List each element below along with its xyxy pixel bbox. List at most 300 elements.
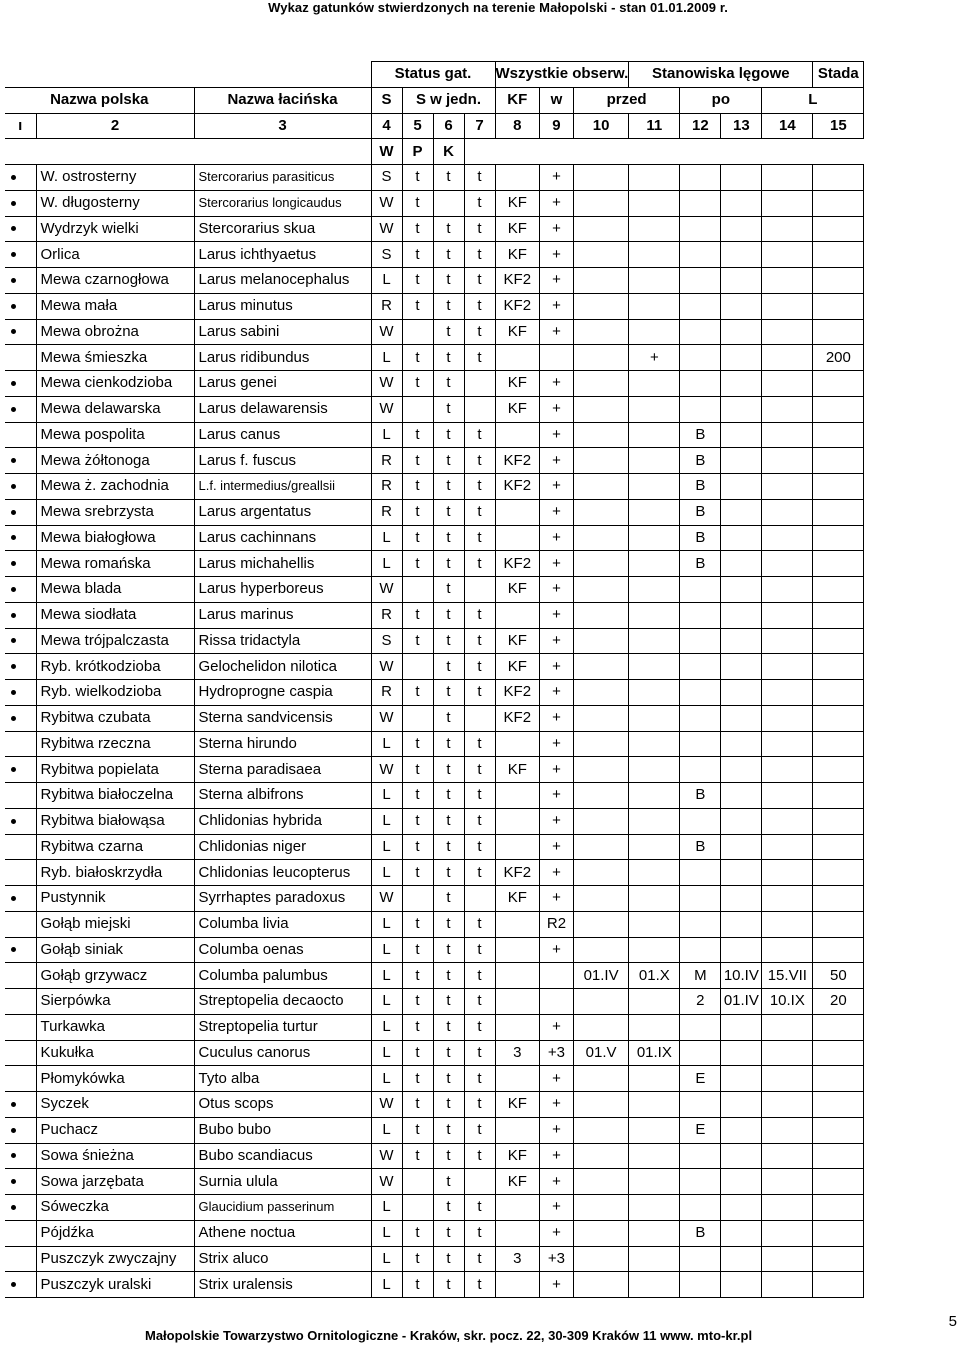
cell-c7: t	[464, 474, 495, 500]
row-bullet-cell	[5, 190, 36, 216]
cell-c6: t	[433, 731, 464, 757]
cell-c14	[762, 165, 813, 191]
cell-c10	[573, 525, 629, 551]
polish-name: Mewa delawarska	[36, 396, 194, 422]
cell-c11	[629, 1092, 680, 1118]
cell-c15	[813, 860, 864, 886]
cell-c4: L	[371, 1040, 402, 1066]
cell-c6: t	[433, 499, 464, 525]
cell-c8: KF2	[495, 474, 540, 500]
polish-name: Mewa blada	[36, 577, 194, 603]
cell-c13	[721, 1246, 762, 1272]
cell-c7: t	[464, 1246, 495, 1272]
cell-c12	[680, 1246, 721, 1272]
polish-name: Rybitwa rzeczna	[36, 731, 194, 757]
cell-c10	[573, 577, 629, 603]
bullet-icon	[11, 1128, 16, 1133]
row-bullet-cell	[5, 577, 36, 603]
cell-c13	[721, 293, 762, 319]
cell-c4: W	[371, 705, 402, 731]
col-number: 14	[762, 113, 813, 139]
cell-c15	[813, 886, 864, 912]
cell-c7: t	[464, 731, 495, 757]
table-row	[5, 705, 864, 731]
bullet-icon	[11, 1102, 16, 1107]
cell-c15	[813, 1272, 864, 1298]
cell-c10: 01.IV	[573, 963, 629, 989]
cell-c4: W	[371, 1143, 402, 1169]
cell-c13	[721, 731, 762, 757]
cell-c9: +	[540, 396, 574, 422]
cell-c6: t	[433, 293, 464, 319]
cell-c5	[402, 654, 433, 680]
cell-c6: t	[433, 525, 464, 551]
cell-c6: t	[433, 371, 464, 397]
latin-name: Sterna sandvicensis	[194, 705, 371, 731]
row-bullet-cell	[5, 1092, 36, 1118]
cell-c12	[680, 602, 721, 628]
cell-c12	[680, 190, 721, 216]
cell-c14	[762, 190, 813, 216]
cell-c14	[762, 654, 813, 680]
cell-c11	[629, 448, 680, 474]
cell-c5: t	[402, 834, 433, 860]
latin-name: Streptopelia decaocto	[194, 989, 371, 1015]
cell-c7: t	[464, 293, 495, 319]
polish-name: Mewa żółtonoga	[36, 448, 194, 474]
row-bullet-cell	[5, 1014, 36, 1040]
cell-c5: t	[402, 1040, 433, 1066]
cell-c14	[762, 783, 813, 809]
cell-c12: 2	[680, 989, 721, 1015]
cell-c11	[629, 731, 680, 757]
cell-c12: E	[680, 1117, 721, 1143]
cell-c5	[402, 577, 433, 603]
cell-c11	[629, 1169, 680, 1195]
cell-c8	[495, 602, 540, 628]
cell-c11	[629, 602, 680, 628]
cell-c13	[721, 190, 762, 216]
cell-c7: t	[464, 808, 495, 834]
cell-c11	[629, 989, 680, 1015]
cell-c9: +	[540, 190, 574, 216]
cell-c7: t	[464, 860, 495, 886]
cell-c9: +	[540, 757, 574, 783]
cell-c14	[762, 268, 813, 294]
polish-name: Puszczyk zwyczajny	[36, 1246, 194, 1272]
polish-name: Puchacz	[36, 1117, 194, 1143]
polish-name: Płomykówka	[36, 1066, 194, 1092]
cell-c15	[813, 1092, 864, 1118]
cell-c15	[813, 1143, 864, 1169]
latin-name: Larus sabini	[194, 319, 371, 345]
cell-c8: KF	[495, 242, 540, 268]
row-bullet-cell	[5, 1246, 36, 1272]
cell-c13	[721, 1272, 762, 1298]
cell-c4: L	[371, 1220, 402, 1246]
cell-c13	[721, 319, 762, 345]
cell-c8: KF	[495, 886, 540, 912]
cell-c10	[573, 1195, 629, 1221]
cell-c15: 20	[813, 989, 864, 1015]
cell-c5: t	[402, 731, 433, 757]
cell-c4: W	[371, 1092, 402, 1118]
cell-c12: B	[680, 474, 721, 500]
polish-name: Mewa mała	[36, 293, 194, 319]
cell-c13	[721, 602, 762, 628]
cell-c8	[495, 834, 540, 860]
cell-c9: +	[540, 1117, 574, 1143]
cell-c14	[762, 1272, 813, 1298]
cell-c5: t	[402, 989, 433, 1015]
cell-c14	[762, 422, 813, 448]
cell-c14	[762, 319, 813, 345]
table-row	[5, 499, 864, 525]
cell-c12	[680, 628, 721, 654]
page-footer: Małopolskie Towarzystwo Ornitologiczne - Kraków, skr. pocz. 22, 30-309 Kraków 11 www. mto-kr.pl	[145, 1328, 753, 1343]
cell-c13	[721, 551, 762, 577]
cell-c7: t	[464, 757, 495, 783]
table-row	[5, 1040, 864, 1066]
cell-c9: +	[540, 602, 574, 628]
latin-name: Larus argentatus	[194, 499, 371, 525]
row-bullet-cell	[5, 499, 36, 525]
row-bullet-cell	[5, 705, 36, 731]
cell-c7: t	[464, 1220, 495, 1246]
cell-c9: +	[540, 293, 574, 319]
cell-c6: t	[433, 319, 464, 345]
row-bullet-cell	[5, 1117, 36, 1143]
bullet-icon	[11, 175, 16, 180]
cell-c8	[495, 1220, 540, 1246]
cell-c9: +	[540, 242, 574, 268]
cell-c14	[762, 1246, 813, 1272]
row-bullet-cell	[5, 602, 36, 628]
row-bullet-cell	[5, 293, 36, 319]
header-s: S	[371, 87, 402, 113]
cell-c10	[573, 680, 629, 706]
col-number: 6	[433, 113, 464, 139]
cell-c4: L	[371, 345, 402, 371]
polish-name: Sowa śnieżna	[36, 1143, 194, 1169]
cell-c8: KF	[495, 396, 540, 422]
cell-c5: t	[402, 165, 433, 191]
row-bullet-cell	[5, 680, 36, 706]
cell-c4: R	[371, 293, 402, 319]
row-bullet-cell	[5, 268, 36, 294]
cell-c9: +	[540, 216, 574, 242]
cell-c9: +	[540, 705, 574, 731]
cell-c5: t	[402, 551, 433, 577]
bullet-icon	[11, 767, 16, 772]
cell-c10	[573, 551, 629, 577]
col-number: 4	[371, 113, 402, 139]
cell-c13	[721, 757, 762, 783]
cell-c15	[813, 1169, 864, 1195]
cell-c5: t	[402, 757, 433, 783]
table-row	[5, 216, 864, 242]
cell-c12	[680, 345, 721, 371]
table-row	[5, 963, 864, 989]
cell-c14	[762, 886, 813, 912]
cell-c9	[540, 345, 574, 371]
polish-name: W. ostrosterny	[36, 165, 194, 191]
table-row	[5, 602, 864, 628]
cell-c7	[464, 396, 495, 422]
cell-c10	[573, 165, 629, 191]
cell-c14	[762, 448, 813, 474]
cell-c4: R	[371, 448, 402, 474]
cell-c9: +	[540, 499, 574, 525]
cell-c11	[629, 680, 680, 706]
cell-c10	[573, 783, 629, 809]
cell-c14	[762, 860, 813, 886]
cell-c7	[464, 886, 495, 912]
cell-c10	[573, 371, 629, 397]
row-bullet-cell	[5, 834, 36, 860]
latin-name: Tyto alba	[194, 1066, 371, 1092]
cell-c13	[721, 371, 762, 397]
cell-c13	[721, 268, 762, 294]
cell-c4: R	[371, 680, 402, 706]
table-row	[5, 731, 864, 757]
cell-c5: t	[402, 474, 433, 500]
header-s-w-jedn: S w jedn.	[402, 87, 495, 113]
cell-c14	[762, 834, 813, 860]
cell-c15: 50	[813, 963, 864, 989]
cell-c11	[629, 474, 680, 500]
cell-c14	[762, 1220, 813, 1246]
cell-c9: +	[540, 1066, 574, 1092]
latin-name: L.f. intermedius/greallsii	[194, 474, 371, 500]
cell-c6: t	[433, 216, 464, 242]
cell-c9: +	[540, 371, 574, 397]
cell-c5: t	[402, 1092, 433, 1118]
header-kf: KF	[495, 87, 540, 113]
cell-c4: L	[371, 911, 402, 937]
latin-name: Hydroprogne caspia	[194, 680, 371, 706]
cell-c8: KF	[495, 319, 540, 345]
col-number: ı	[5, 113, 36, 139]
latin-name: Otus scops	[194, 1092, 371, 1118]
latin-name: Athene noctua	[194, 1220, 371, 1246]
cell-c6: t	[433, 654, 464, 680]
polish-name: Syczek	[36, 1092, 194, 1118]
latin-name: Strix uralensis	[194, 1272, 371, 1298]
cell-c10	[573, 422, 629, 448]
cell-c12: B	[680, 422, 721, 448]
table-row	[5, 911, 864, 937]
cell-c6: t	[433, 757, 464, 783]
table-row	[5, 319, 864, 345]
cell-c4: S	[371, 628, 402, 654]
cell-c12	[680, 911, 721, 937]
cell-c15	[813, 474, 864, 500]
cell-c10	[573, 499, 629, 525]
cell-c9: +	[540, 628, 574, 654]
bullet-icon	[11, 252, 16, 257]
col-number: 2	[36, 113, 194, 139]
cell-c13	[721, 783, 762, 809]
bullet-icon	[11, 896, 16, 901]
polish-name: Turkawka	[36, 1014, 194, 1040]
latin-name: Bubo bubo	[194, 1117, 371, 1143]
cell-c8	[495, 911, 540, 937]
table-row	[5, 396, 864, 422]
cell-c12: B	[680, 448, 721, 474]
cell-c7: t	[464, 216, 495, 242]
col-number: 10	[573, 113, 629, 139]
latin-name: Larus cachinnans	[194, 525, 371, 551]
row-bullet-cell	[5, 808, 36, 834]
cell-c6: t	[433, 963, 464, 989]
cell-c10	[573, 1014, 629, 1040]
latin-name: Chlidonias leucopterus	[194, 860, 371, 886]
table-row	[5, 525, 864, 551]
cell-c7: t	[464, 268, 495, 294]
cell-c7: t	[464, 448, 495, 474]
table-row	[5, 937, 864, 963]
cell-c5: t	[402, 628, 433, 654]
table-row	[5, 1169, 864, 1195]
cell-c5: t	[402, 911, 433, 937]
cell-c10	[573, 1117, 629, 1143]
cell-c13	[721, 577, 762, 603]
cell-c5	[402, 319, 433, 345]
cell-c6: t	[433, 783, 464, 809]
cell-c11	[629, 577, 680, 603]
cell-c12	[680, 1092, 721, 1118]
row-bullet-cell	[5, 731, 36, 757]
cell-c6: t	[433, 551, 464, 577]
cell-c7: t	[464, 680, 495, 706]
cell-c10	[573, 242, 629, 268]
cell-c10	[573, 1143, 629, 1169]
cell-c9: +	[540, 165, 574, 191]
cell-c15	[813, 1040, 864, 1066]
cell-c7	[464, 371, 495, 397]
cell-c6	[433, 190, 464, 216]
cell-c12	[680, 654, 721, 680]
cell-c11	[629, 268, 680, 294]
table-row	[5, 757, 864, 783]
row-bullet-cell	[5, 860, 36, 886]
polish-name: Pustynnik	[36, 886, 194, 912]
cell-c10	[573, 860, 629, 886]
table-row	[5, 165, 864, 191]
row-bullet-cell	[5, 654, 36, 680]
cell-c9: +	[540, 834, 574, 860]
cell-c13	[721, 628, 762, 654]
cell-c15	[813, 1066, 864, 1092]
cell-c15	[813, 422, 864, 448]
cell-c13	[721, 911, 762, 937]
cell-c8: KF	[495, 1143, 540, 1169]
polish-name: Gołąb miejski	[36, 911, 194, 937]
cell-c14	[762, 1169, 813, 1195]
cell-c6: t	[433, 1220, 464, 1246]
cell-c7: t	[464, 1117, 495, 1143]
cell-c6: t	[433, 1040, 464, 1066]
row-bullet-cell	[5, 345, 36, 371]
cell-c15	[813, 242, 864, 268]
cell-c7: t	[464, 319, 495, 345]
cell-c4: W	[371, 216, 402, 242]
cell-c6: t	[433, 1169, 464, 1195]
cell-c15	[813, 396, 864, 422]
cell-c7: t	[464, 602, 495, 628]
cell-c9	[540, 989, 574, 1015]
header-latin-name: Nazwa łacińska	[194, 87, 371, 113]
cell-c10	[573, 989, 629, 1015]
table-row	[5, 190, 864, 216]
cell-c7: t	[464, 190, 495, 216]
cell-c11	[629, 165, 680, 191]
cell-c11	[629, 422, 680, 448]
cell-c6: t	[433, 474, 464, 500]
cell-c4: W	[371, 396, 402, 422]
row-bullet-cell	[5, 396, 36, 422]
bullet-icon	[11, 535, 16, 540]
latin-name: Columba palumbus	[194, 963, 371, 989]
cell-c14	[762, 1040, 813, 1066]
latin-name: Columba livia	[194, 911, 371, 937]
cell-c10	[573, 937, 629, 963]
cell-c7: t	[464, 1014, 495, 1040]
cell-c15	[813, 680, 864, 706]
cell-c4: L	[371, 268, 402, 294]
cell-c8	[495, 1014, 540, 1040]
row-bullet-cell	[5, 783, 36, 809]
table-row	[5, 680, 864, 706]
cell-c12: B	[680, 551, 721, 577]
cell-c10	[573, 216, 629, 242]
cell-c15	[813, 293, 864, 319]
cell-c6: t	[433, 448, 464, 474]
cell-c4: W	[371, 190, 402, 216]
cell-c15	[813, 551, 864, 577]
cell-c5: t	[402, 371, 433, 397]
table-row	[5, 1117, 864, 1143]
polish-name: Ryb. krótkodzioba	[36, 654, 194, 680]
cell-c7: t	[464, 345, 495, 371]
cell-c15	[813, 525, 864, 551]
table-row	[5, 1195, 864, 1221]
polish-name: Rybitwa białowąsa	[36, 808, 194, 834]
latin-name: Stercorarius longicaudus	[194, 190, 371, 216]
latin-name: Cuculus canorus	[194, 1040, 371, 1066]
latin-name: Larus michahellis	[194, 551, 371, 577]
table-row	[5, 860, 864, 886]
cell-c11	[629, 371, 680, 397]
table-row	[5, 293, 864, 319]
row-bullet-cell	[5, 886, 36, 912]
col-number: 5	[402, 113, 433, 139]
cell-c7: t	[464, 1272, 495, 1298]
cell-c14	[762, 216, 813, 242]
cell-c6: t	[433, 911, 464, 937]
cell-c6: t	[433, 989, 464, 1015]
page-header: Wykaz gatunków stwierdzonych na terenie Małopolski - stan 01.01.2009 r.	[268, 0, 728, 15]
cell-c5: t	[402, 1220, 433, 1246]
cell-c12	[680, 705, 721, 731]
row-bullet-cell	[5, 1169, 36, 1195]
polish-name: Mewa czarnogłowa	[36, 268, 194, 294]
cell-c5: t	[402, 242, 433, 268]
cell-c4: W	[371, 577, 402, 603]
cell-c15	[813, 190, 864, 216]
cell-c7: t	[464, 499, 495, 525]
